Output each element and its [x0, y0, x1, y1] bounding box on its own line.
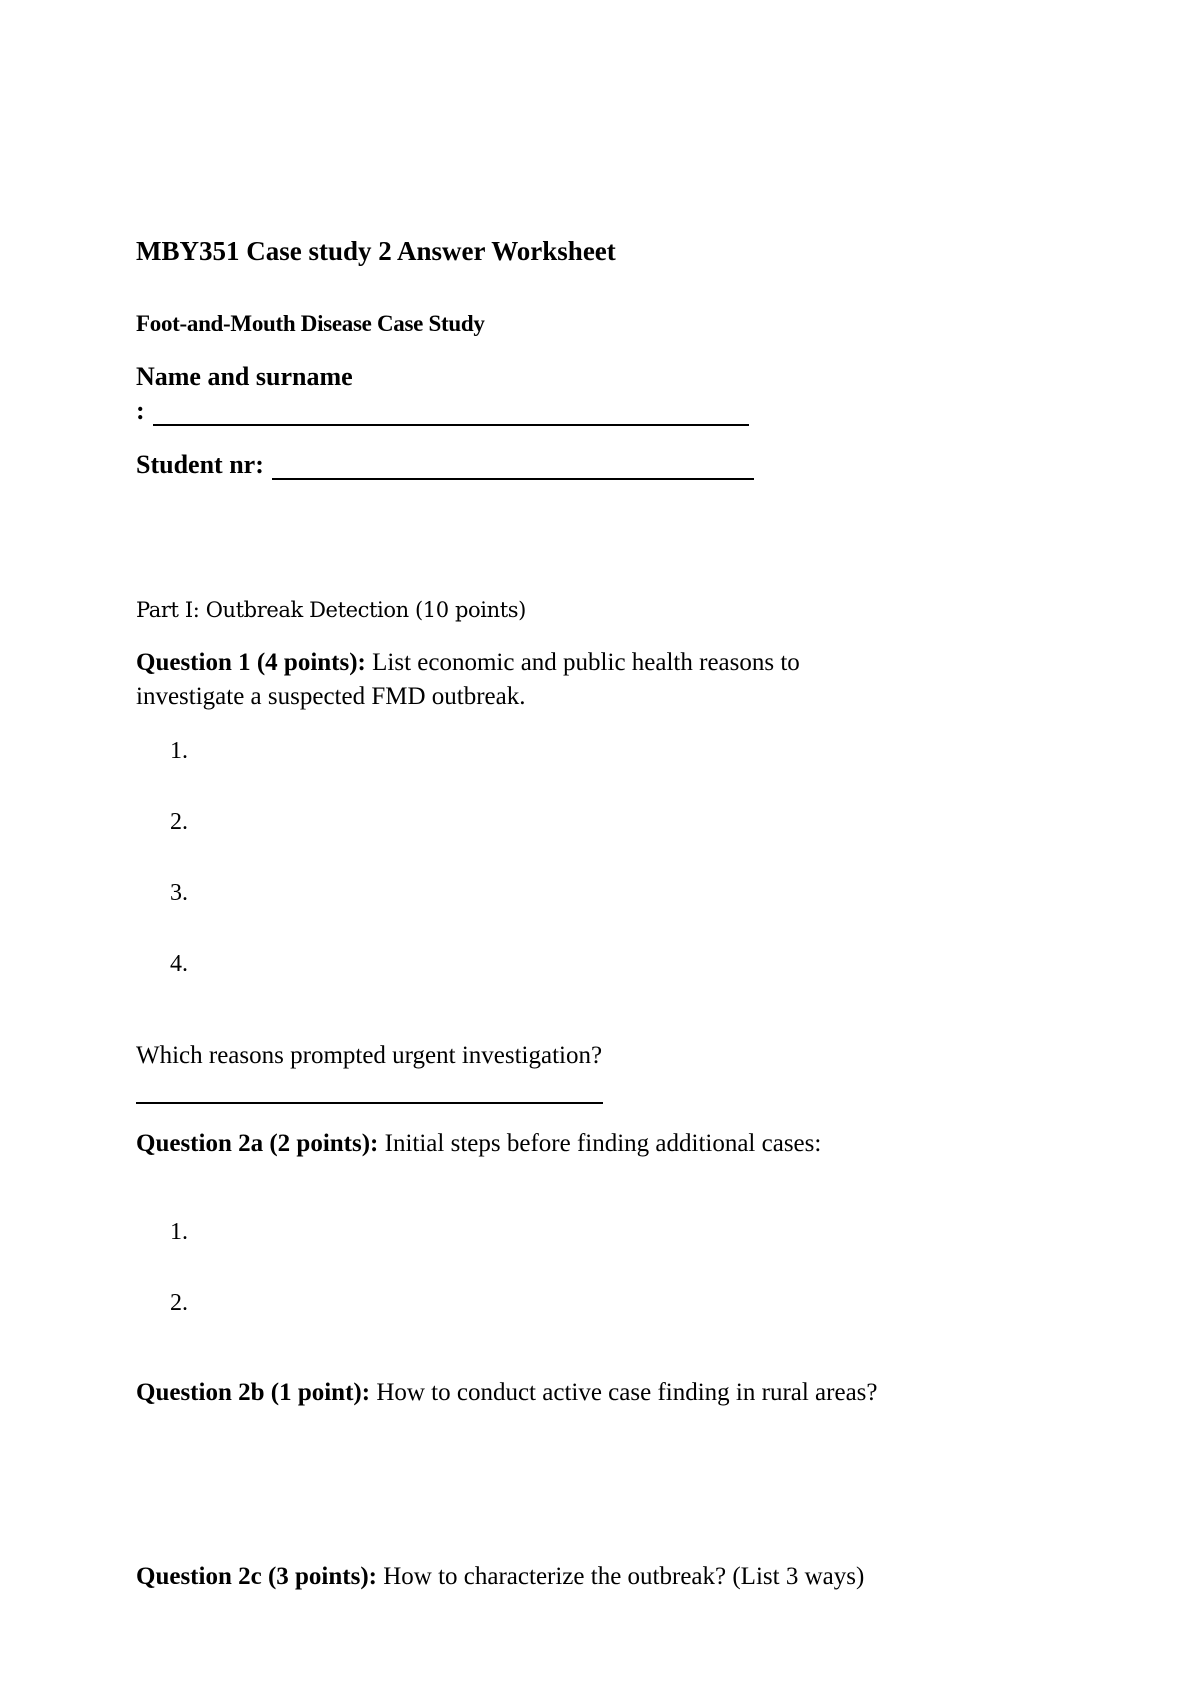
- q2a-item-2: 2.: [170, 1290, 188, 1316]
- question-2c-text: How to characterize the outbreak? (List 3 ways): [376, 1563, 865, 1590]
- q1-item-3: 3.: [170, 880, 188, 906]
- question-2c-label: Question 2c (3 points):: [136, 1563, 377, 1590]
- question-2a-text: Initial steps before finding additional cases:: [378, 1130, 822, 1157]
- name-input-line[interactable]: [153, 396, 749, 426]
- question-2a-label: Question 2a (2 points):: [136, 1130, 379, 1157]
- name-field-row: [136, 396, 749, 426]
- question-2b-label: Question 2b (1 point):: [136, 1379, 371, 1406]
- q1-item-2: 2.: [170, 809, 188, 835]
- student-input-line[interactable]: [272, 450, 754, 480]
- question-2b-text: How to conduct active case finding in rural areas?: [370, 1379, 878, 1406]
- question-1-text: List economic and public health reasons to investigate a suspected FMD outbreak.: [136, 649, 800, 710]
- worksheet-subtitle: Foot-and-Mouth Disease Case Study: [136, 311, 485, 336]
- q1-item-4: 4.: [170, 951, 188, 977]
- q1-followup: Which reasons prompted urgent investigation?: [136, 1042, 603, 1069]
- worksheet-title: MBY351 Case study 2 Answer Worksheet: [136, 236, 616, 266]
- question-1-label: Question 1 (4 points):: [136, 649, 366, 676]
- student-field-row: [136, 450, 754, 480]
- part-heading: Part I: Outbreak Detection (10 points): [136, 598, 526, 622]
- question-1: [136, 646, 896, 714]
- name-colon: :: [136, 396, 145, 425]
- question-2a: [136, 1127, 896, 1161]
- q2a-item-1: 1.: [170, 1219, 188, 1245]
- question-2c: [136, 1560, 896, 1594]
- question-2b: [136, 1376, 896, 1410]
- q1-followup-answer-line[interactable]: [136, 1102, 603, 1104]
- student-label: Student nr:: [136, 450, 264, 479]
- q1-item-1: 1.: [170, 738, 188, 764]
- name-label: Name and surname: [136, 362, 353, 391]
